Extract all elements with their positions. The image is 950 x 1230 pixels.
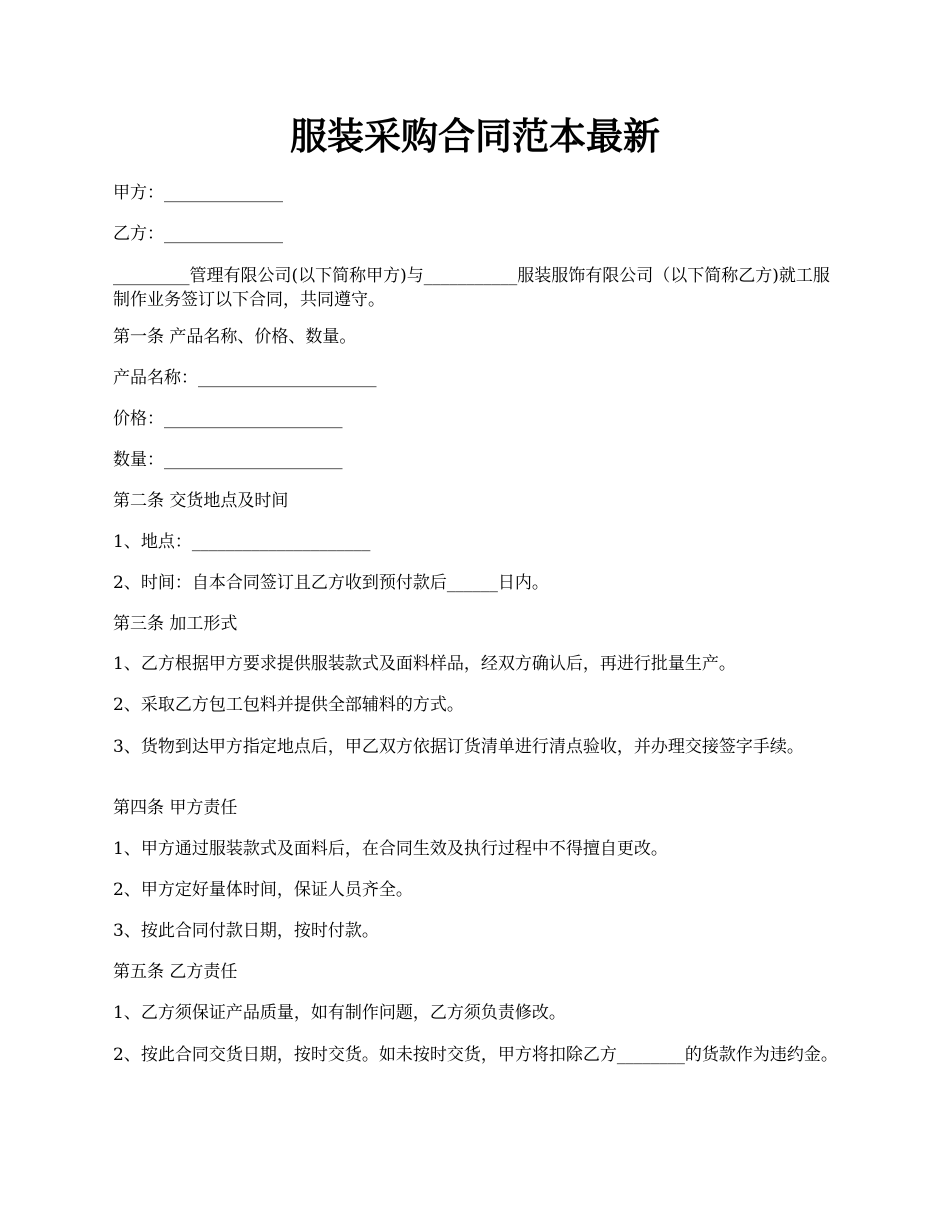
processing-clause-3: 3、货物到达甲方指定地点后，甲乙双方依据订货清单进行清点验收，并办理交接签字手续。 — [113, 737, 804, 757]
document-title: 服装采购合同范本最新 — [290, 114, 660, 158]
party-a-line: 甲方：______________ — [113, 183, 283, 203]
intro-paragraph: _________管理有限公司(以下简称甲方)与___________服装服饰有限公司（以下简称乙方)就工服制作业务签订以下合同，共同遵守。 — [113, 266, 830, 310]
product-name-line: 产品名称：_____________________ — [113, 368, 377, 388]
price-line: 价格：_____________________ — [113, 409, 343, 429]
article-4-heading: 第四条 甲方责任 — [113, 798, 238, 818]
party-a-duty-1: 1、甲方通过服装款式及面料后，在合同生效及执行过程中不得擅自更改。 — [113, 839, 668, 859]
quantity-line: 数量：_____________________ — [113, 450, 343, 470]
party-a-duty-3: 3、按此合同付款日期，按时付款。 — [113, 921, 379, 941]
party-a-duty-2: 2、甲方定好量体时间，保证人员齐全。 — [113, 880, 413, 900]
article-3-heading: 第三条 加工形式 — [113, 614, 238, 634]
delivery-location-line: 1、地点：_____________________ — [113, 532, 371, 552]
processing-clause-2: 2、采取乙方包工包料并提供全部辅料的方式。 — [113, 695, 464, 715]
article-1-heading: 第一条 产品名称、价格、数量。 — [113, 327, 357, 347]
party-b-duty-2: 2、按此合同交货日期，按时交货。如未按时交货，甲方将扣除乙方________的货款作为违约金。 — [113, 1045, 838, 1065]
processing-clause-1: 1、乙方根据甲方要求提供服装款式及面料样品，经双方确认后，再进行批量生产。 — [113, 654, 736, 674]
delivery-time-line: 2、时间：自本合同签订且乙方收到预付款后______日内。 — [113, 573, 549, 593]
article-2-heading: 第二条 交货地点及时间 — [113, 491, 289, 511]
party-b-duty-1: 1、乙方须保证产品质量，如有制作问题，乙方须负责修改。 — [113, 1003, 566, 1023]
party-b-line: 乙方：______________ — [113, 224, 283, 244]
article-5-heading: 第五条 乙方责任 — [113, 962, 238, 982]
